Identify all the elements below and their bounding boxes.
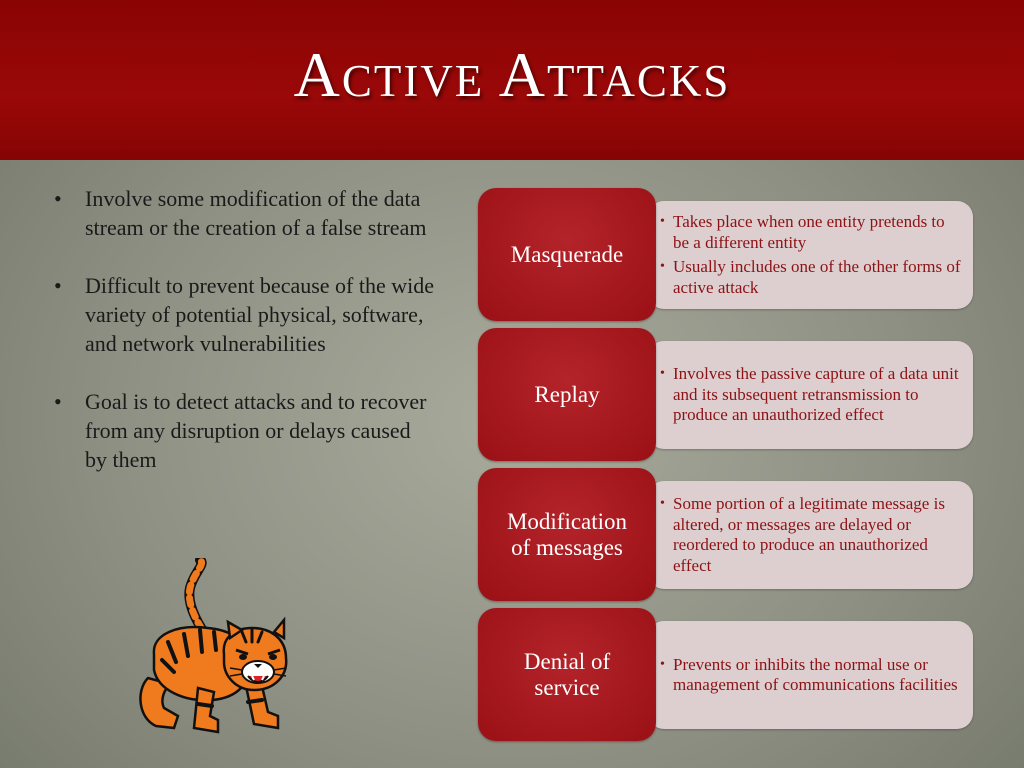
attack-description-box	[648, 481, 973, 589]
slide-title: Active Attacks	[293, 39, 731, 110]
attack-label-line: Denial of	[523, 648, 611, 674]
attack-row-modification	[478, 468, 978, 603]
attack-label: Replay	[534, 381, 600, 407]
attack-label-line: service	[534, 674, 600, 700]
attack-description-point: • Some portion of a legitimate message is altered, or messages are delayed or reordered to produce an unauthorized effect	[660, 494, 963, 576]
attack-row-replay	[478, 328, 978, 463]
attack-row-denial-of-service	[478, 608, 978, 743]
attack-label	[524, 649, 610, 701]
attack-description-point: • Takes place when one entity pretends to be a different entity	[660, 212, 963, 253]
intro-bullet: • Goal is to detect attacks and to recover from any disruption or delays caused by them	[52, 387, 437, 474]
attack-label-box	[478, 608, 656, 741]
attack-description-box	[648, 621, 973, 729]
attack-label-box	[478, 328, 656, 461]
attack-description-box	[648, 341, 973, 449]
attack-label-box	[478, 188, 656, 321]
attack-label-line: of messages	[511, 534, 623, 560]
attack-description-box	[648, 201, 973, 309]
attack-description-point: • Involves the passive capture of a data unit and its subsequent retransmission to produce an unauthorized effect	[660, 364, 963, 426]
attack-description-point: • Prevents or inhibits the normal use or management of communications facilities	[660, 655, 963, 696]
intro-bullet: • Involve some modification of the data stream or the creation of a false stream	[52, 184, 437, 242]
intro-bullet: • Difficult to prevent because of the wide variety of potential physical, software, and network vulnerabilities	[52, 271, 437, 358]
attack-row-masquerade	[478, 188, 978, 323]
attack-label-box	[478, 468, 656, 601]
title-banner	[0, 0, 1024, 160]
attack-label: Masquerade	[510, 241, 624, 267]
attack-description-point: • Usually includes one of the other forms of active attack	[660, 257, 963, 298]
attack-label-line: Modification	[506, 508, 628, 534]
tiger-illustration	[128, 558, 298, 744]
attack-label	[507, 509, 627, 561]
intro-bullet-list	[52, 184, 437, 503]
